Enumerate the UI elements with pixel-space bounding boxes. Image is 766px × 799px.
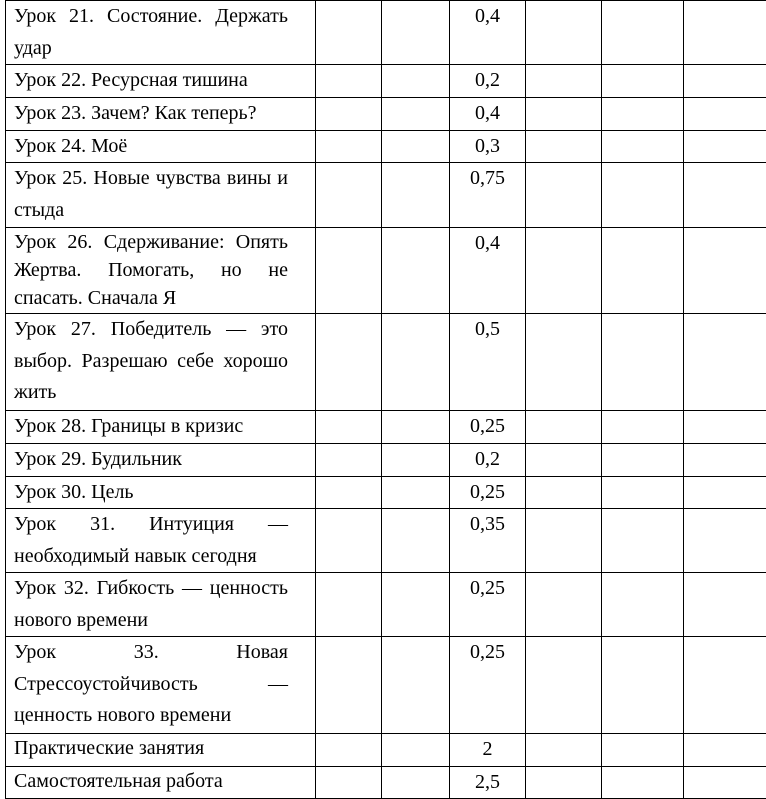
empty-cell — [526, 411, 602, 444]
empty-cell — [382, 228, 450, 314]
empty-cell — [382, 443, 450, 476]
lesson-hours: 0,75 — [450, 163, 526, 228]
lesson-title: Урок 23. Зачем? Как теперь? — [6, 97, 316, 130]
empty-cell — [382, 766, 450, 799]
empty-cell — [316, 228, 382, 314]
empty-cell — [602, 476, 684, 509]
empty-cell — [526, 476, 602, 509]
table-row — [6, 476, 766, 509]
empty-cell — [684, 163, 766, 228]
empty-cell — [602, 637, 684, 734]
lesson-title: Урок 25. Новые чувства вины и стыда — [6, 163, 316, 228]
empty-cell — [526, 65, 602, 98]
empty-cell — [316, 1, 382, 65]
table-row — [6, 573, 766, 637]
empty-cell — [684, 637, 766, 734]
empty-cell — [526, 130, 602, 163]
empty-cell — [684, 130, 766, 163]
table-row — [6, 411, 766, 444]
empty-cell — [602, 443, 684, 476]
lesson-title: Урок 29. Будильник — [6, 443, 316, 476]
table-row — [6, 65, 766, 98]
lesson-hours: 0,4 — [450, 1, 526, 65]
lesson-hours: 0,25 — [450, 476, 526, 509]
empty-cell — [602, 314, 684, 411]
table-row — [6, 734, 766, 767]
empty-cell — [684, 1, 766, 65]
empty-cell — [316, 476, 382, 509]
empty-cell — [602, 509, 684, 573]
empty-cell — [316, 411, 382, 444]
empty-cell — [526, 734, 602, 767]
table-row — [6, 637, 766, 734]
table-row — [6, 443, 766, 476]
lesson-hours: 0,25 — [450, 411, 526, 444]
empty-cell — [526, 637, 602, 734]
empty-cell — [602, 734, 684, 767]
empty-cell — [526, 766, 602, 799]
empty-cell — [526, 1, 602, 65]
table-row — [6, 228, 766, 314]
empty-cell — [382, 1, 450, 65]
empty-cell — [526, 228, 602, 314]
lesson-title: Урок 28. Границы в кризис — [6, 411, 316, 444]
empty-cell — [684, 97, 766, 130]
empty-cell — [316, 637, 382, 734]
lesson-hours: 0,4 — [450, 97, 526, 130]
empty-cell — [382, 411, 450, 444]
lesson-title: Урок 22. Ресурсная тишина — [6, 65, 316, 98]
empty-cell — [602, 573, 684, 637]
empty-cell — [316, 314, 382, 411]
empty-cell — [382, 65, 450, 98]
table-row — [6, 97, 766, 130]
empty-cell — [382, 314, 450, 411]
empty-cell — [526, 443, 602, 476]
lesson-hours: 2 — [450, 734, 526, 767]
table-row — [6, 766, 766, 799]
empty-cell — [602, 411, 684, 444]
lesson-hours: 0,3 — [450, 130, 526, 163]
empty-cell — [684, 65, 766, 98]
empty-cell — [382, 476, 450, 509]
empty-cell — [382, 130, 450, 163]
empty-cell — [602, 65, 684, 98]
empty-cell — [316, 734, 382, 767]
lesson-title: Урок 31. Интуиция — необходимый навык сегодня — [6, 509, 316, 573]
empty-cell — [602, 766, 684, 799]
empty-cell — [316, 509, 382, 573]
lesson-hours: 0,35 — [450, 509, 526, 573]
empty-cell — [602, 228, 684, 314]
empty-cell — [382, 509, 450, 573]
empty-cell — [684, 411, 766, 444]
lesson-title: Урок 21. Состояние. Держать удар — [6, 1, 316, 65]
empty-cell — [526, 97, 602, 130]
empty-cell — [602, 130, 684, 163]
empty-cell — [602, 1, 684, 65]
empty-cell — [382, 163, 450, 228]
table-row — [6, 130, 766, 163]
empty-cell — [684, 443, 766, 476]
lesson-hours: 0,25 — [450, 573, 526, 637]
curriculum-table — [5, 0, 766, 799]
empty-cell — [316, 443, 382, 476]
lesson-hours: 0,25 — [450, 637, 526, 734]
lesson-title: Урок 27. Победитель — это выбор. Разрешаю себе хорошо жить — [6, 314, 316, 411]
lesson-title: Урок 30. Цель — [6, 476, 316, 509]
table-row — [6, 314, 766, 411]
lesson-title: Урок 32. Гибкость — ценность нового времени — [6, 573, 316, 637]
empty-cell — [602, 163, 684, 228]
empty-cell — [526, 314, 602, 411]
empty-cell — [684, 509, 766, 573]
lesson-title: Урок 24. Моё — [6, 130, 316, 163]
empty-cell — [316, 130, 382, 163]
empty-cell — [316, 97, 382, 130]
empty-cell — [684, 314, 766, 411]
empty-cell — [382, 97, 450, 130]
empty-cell — [526, 573, 602, 637]
table-row — [6, 509, 766, 573]
lesson-hours: 0,4 — [450, 228, 526, 314]
empty-cell — [602, 97, 684, 130]
empty-cell — [526, 163, 602, 228]
lesson-hours: 0,5 — [450, 314, 526, 411]
table-row — [6, 163, 766, 228]
empty-cell — [316, 65, 382, 98]
empty-cell — [316, 163, 382, 228]
lesson-title: Практические занятия — [6, 734, 316, 767]
empty-cell — [684, 573, 766, 637]
empty-cell — [684, 476, 766, 509]
empty-cell — [526, 509, 602, 573]
empty-cell — [684, 766, 766, 799]
lesson-title: Самостоятельная работа — [6, 766, 316, 799]
empty-cell — [316, 766, 382, 799]
empty-cell — [382, 734, 450, 767]
empty-cell — [684, 734, 766, 767]
empty-cell — [684, 228, 766, 314]
lesson-hours: 0,2 — [450, 443, 526, 476]
lesson-hours: 2,5 — [450, 766, 526, 799]
lesson-title: Урок 26. Сдерживание: Опять Жертва. Помогать, но не спасать. Сначала Я — [6, 228, 316, 314]
empty-cell — [316, 573, 382, 637]
lesson-title: Урок 33. Новая Стрессоустойчивость — ценность нового времени — [6, 637, 316, 734]
table-row — [6, 1, 766, 65]
lesson-hours: 0,2 — [450, 65, 526, 98]
empty-cell — [382, 573, 450, 637]
empty-cell — [382, 637, 450, 734]
